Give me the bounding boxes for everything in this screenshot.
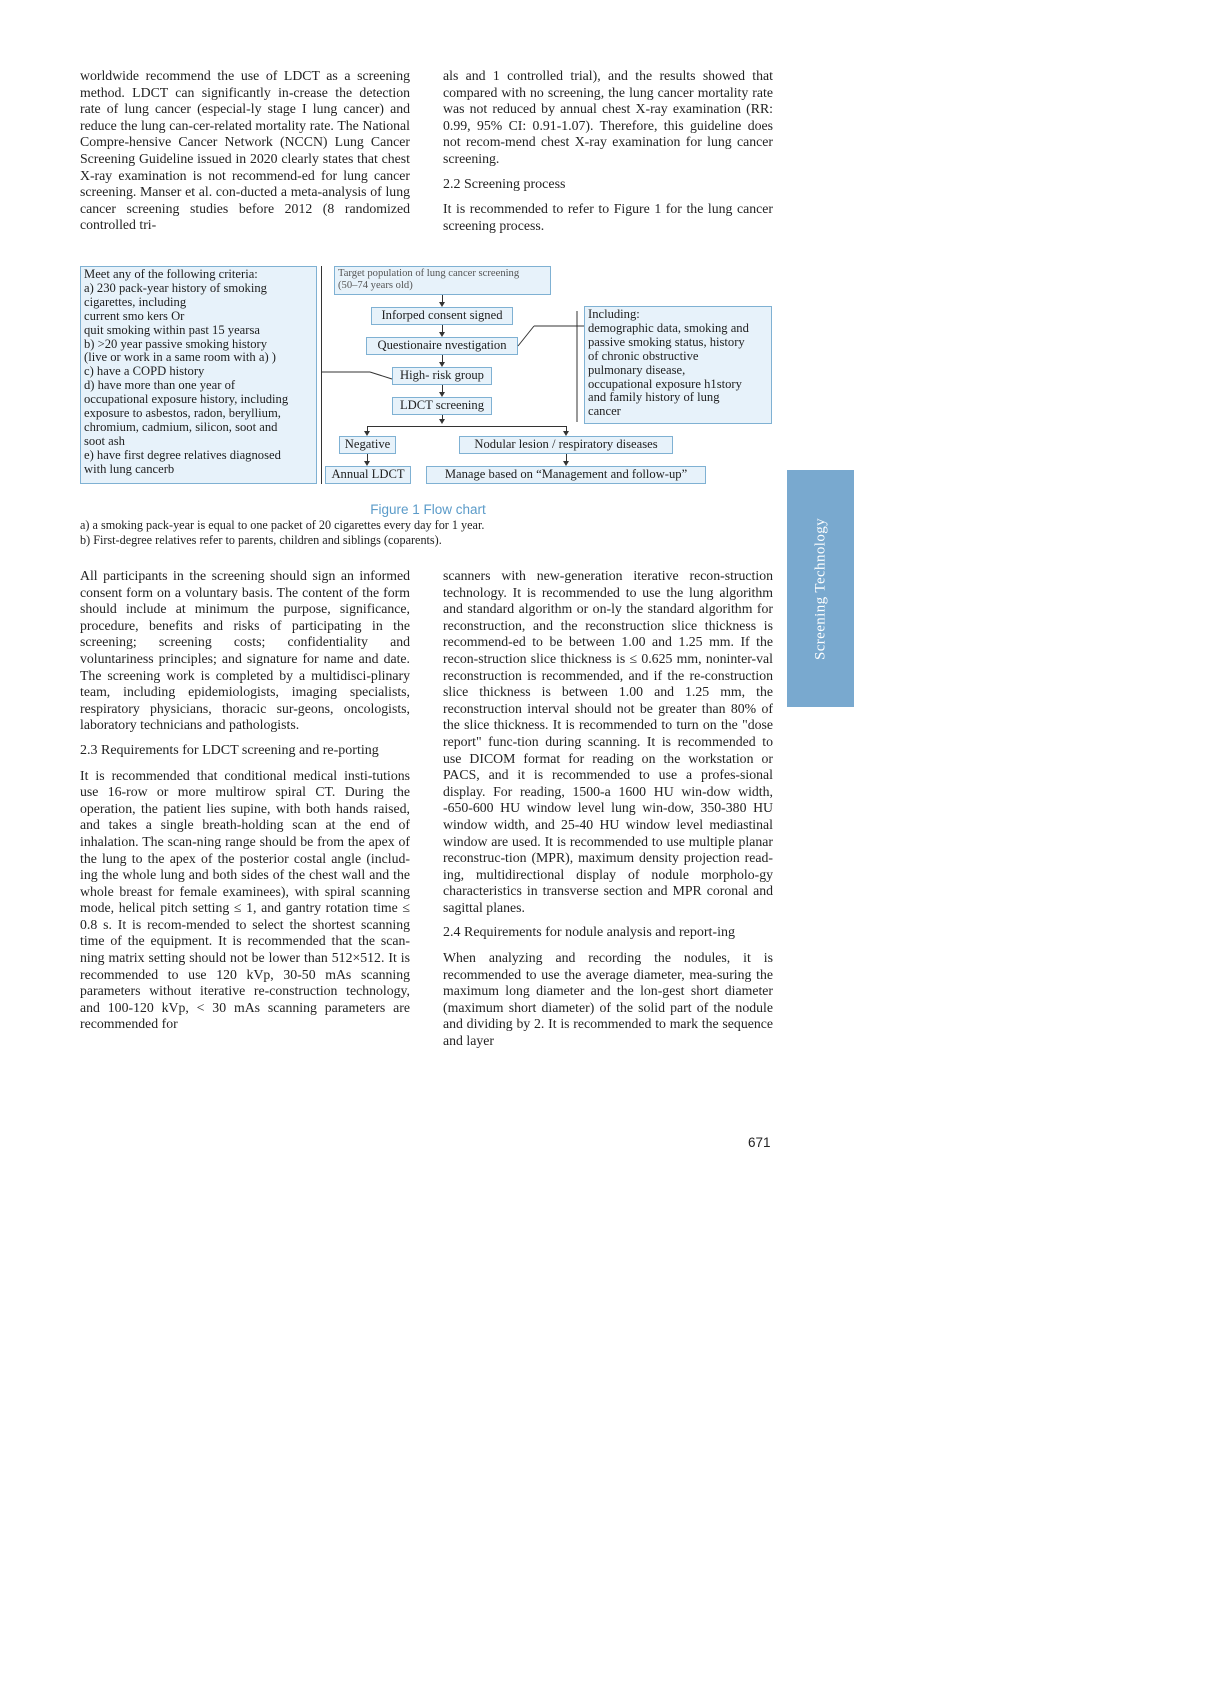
paragraph: It is recommended to refer to Figure 1 for the lung cancer screening process. xyxy=(443,201,773,233)
page-number: 671 xyxy=(748,1135,771,1150)
questionnaire-box: Questionaire nvestigation xyxy=(366,337,518,355)
figure-note-a: a) a smoking pack-year is equal to one packet of 20 cigarettes every day for 1 year. xyxy=(80,518,485,532)
text-column-top-right xyxy=(443,68,773,243)
criteria-line: e) have first degree relatives diagnosed xyxy=(84,447,281,462)
including-line: cancer xyxy=(588,404,621,419)
figure-note-b: b) First-degree relatives refer to parents, children and siblings (coparents). xyxy=(80,533,442,547)
paragraph: als and 1 controlled trial), and the results showed that compared with no screening, the lung cancer mortality rate was not reduced by annual chest X-ray examination (RR: 0.99, 95% CI: 0.91-1.07). Therefore, this guideline does not recom-mend chest X-ray examination for lung cancer screening. xyxy=(443,68,773,166)
including-line: demographic data, smoking and xyxy=(588,320,749,335)
criteria-line: (live or work in a same room with a) ) xyxy=(84,350,276,365)
text-column-bottom-left xyxy=(80,568,410,1042)
criteria-line: b) >20 year passive smoking history xyxy=(84,336,268,351)
criteria-line: c) have a COPD history xyxy=(84,364,205,379)
criteria-line: soot ash xyxy=(84,433,125,448)
paragraph: scanners with new-generation iterative recon-struction technology. It is recommended to use the lung algorithm and standard algorithm or on-ly the standard algorithm for reconstruction, and the reconstruction slice thickness is recommend-ed to be between 1.00 and 1.25 mm. If the recon-struction slice thickness is ≤ 0.625 mm, noninter-val reconstruction is recommended, and if the re-construction slice thickness is between 1.00 and 1.25 mm, the reconstruction interval should not be greater than 80% of the slice thickness. It is recommended to turn on the "dose report" func-tion during scanning. It is recommended to use DICOM format for reading on the workstation or PACS, and it is recommended to use a profes-sional display. For reading, 1500-a 1600 HU win-dow width, -650-600 HU window level lung win-dow, 350-380 HU window width, and 25-40 HU window level mediastinal window are used. It is recommended to use multiple planar reconstruc-tion (MPR), maximum density projection read-ing, multidirectional display of nodule morpholo-gy characteristics in transverse section and MPR coronal and sagittal planes. xyxy=(443,568,773,915)
criteria-line: d) have more than one year of xyxy=(84,378,236,393)
including-line: occupational exposure h1story xyxy=(588,376,742,391)
figure-notes xyxy=(80,518,484,548)
section-heading-2-4: 2.4 Requirements for nodule analysis and report-ing xyxy=(443,925,735,941)
target-line: (50–74 years old) xyxy=(338,280,413,291)
paragraph: worldwide recommend the use of LDCT as a screening method. LDCT can significantly in-crease the detection rate of lung cancer (especial-ly stage I lung cancer) and reduce the lung can-cer-related mortality rate. The National Compre-hensive Cancer Network (NCCN) Lung Cancer Screening Guideline issued in 2020 clearly states that chest X-ray examination is not recommend-ed for lung cancer screening. Manser et al. con-ducted a meta-analysis of lung cancer screening studies before 2012 (8 randomized controlled tri- xyxy=(80,68,410,233)
annual-ldct-box: Annual LDCT xyxy=(325,466,411,484)
criteria-line: chromium, cadmium, silicon, soot and xyxy=(84,419,278,434)
negative-box: Negative xyxy=(339,436,396,454)
criteria-line: current smo kers Or xyxy=(84,308,185,323)
high-risk-box: High- risk group xyxy=(392,367,492,385)
consent-box: Inforped consent signed xyxy=(371,307,513,325)
flowchart-figure xyxy=(78,266,778,491)
section-heading-2-3: 2.3 Requirements for LDCT screening and re-porting xyxy=(80,742,379,758)
criteria-line: a) 230 pack-year history of smoking xyxy=(84,280,267,295)
connector-questionnaire-including xyxy=(518,326,534,346)
criteria-line: Meet any of the following criteria: xyxy=(84,267,258,281)
criteria-line: occupational exposure history, including xyxy=(84,392,289,407)
paragraph: It is recommended that conditional medical insti-tutions use 16-row or more multirow spiral CT. During the operation, the patient lies supine, with both hands raised, and takes a single breath-holding scan at the end of inhalation. The scan-ning range should be from the apex of the lung to the apex of the posterior costal angle (includ-ing the whole lung and both sides of the chest wall and the whole breast for female examinees), with spiral scanning mode, helical pitch setting ≤ 1, and gantry rotation time ≤ 0.8 s. It is recom-mended to select the shortest scanning time of the equipment. It is recommended that the scan-ning matrix setting should not be lower than 512×512. It is recommended to use 120 kVp, 30-50 mAs scanning parameters without iterative re-construction technology, and 100-120 kVp, < 30 mAs scanning parameters are recommended for xyxy=(80,767,410,1032)
nodular-box: Nodular lesion / respiratory diseases xyxy=(459,436,673,454)
side-tab-label: Screening Technology xyxy=(812,517,828,660)
including-line: of chronic obstructive xyxy=(588,348,699,363)
including-line: and family history of lung xyxy=(588,390,720,405)
ldct-screening-box: LDCT screening xyxy=(392,397,492,415)
connector-lines xyxy=(78,266,778,491)
paragraph: All participants in the screening should sign an informed consent form on a voluntary basis. The content of the form should include at minimum the purpose, significance, procedure, benefits and risks of participating in the screening; screening costs; confidentiality and voluntariness principles; and signature for name and date. The screening work is completed by a multidisci-plinary team, including epidemiologists, imaging specialists, respiratory physicians, thoracic sur-geons, oncologists, laboratory technicians and pathologists. xyxy=(80,568,410,733)
criteria-line: quit smoking within past 15 yearsa xyxy=(84,322,260,337)
criteria-line: cigarettes, including xyxy=(84,294,187,309)
text-column-top-left xyxy=(80,68,410,243)
section-heading-2-2: 2.2 Screening process xyxy=(443,176,566,192)
text-column-bottom-right xyxy=(443,568,773,1059)
target-line: Target population of lung cancer screening xyxy=(338,268,520,279)
paragraph: When analyzing and recording the nodules, it is recommended to use the average diameter, mea-suring the maximum long diameter and the lon-gest short diameter (maximum short diameter) of the solid part of the nodule and dividing by 2. It is recommended to mark the sequence and layer xyxy=(443,950,773,1049)
manage-box: Manage based on “Management and follow-up” xyxy=(426,466,706,484)
side-tab xyxy=(787,470,854,707)
criteria-line: with lung cancerb xyxy=(84,461,175,476)
figure-caption: Figure 1 Flow chart xyxy=(370,502,486,517)
including-line: Including: xyxy=(588,307,640,321)
criteria-line: exposure to asbestos, radon, beryllium, xyxy=(84,406,281,421)
connector-criteria-highrisk-diag xyxy=(370,372,392,379)
including-line: pulmonary disease, xyxy=(588,362,686,377)
including-line: passive smoking status, history xyxy=(588,334,745,349)
